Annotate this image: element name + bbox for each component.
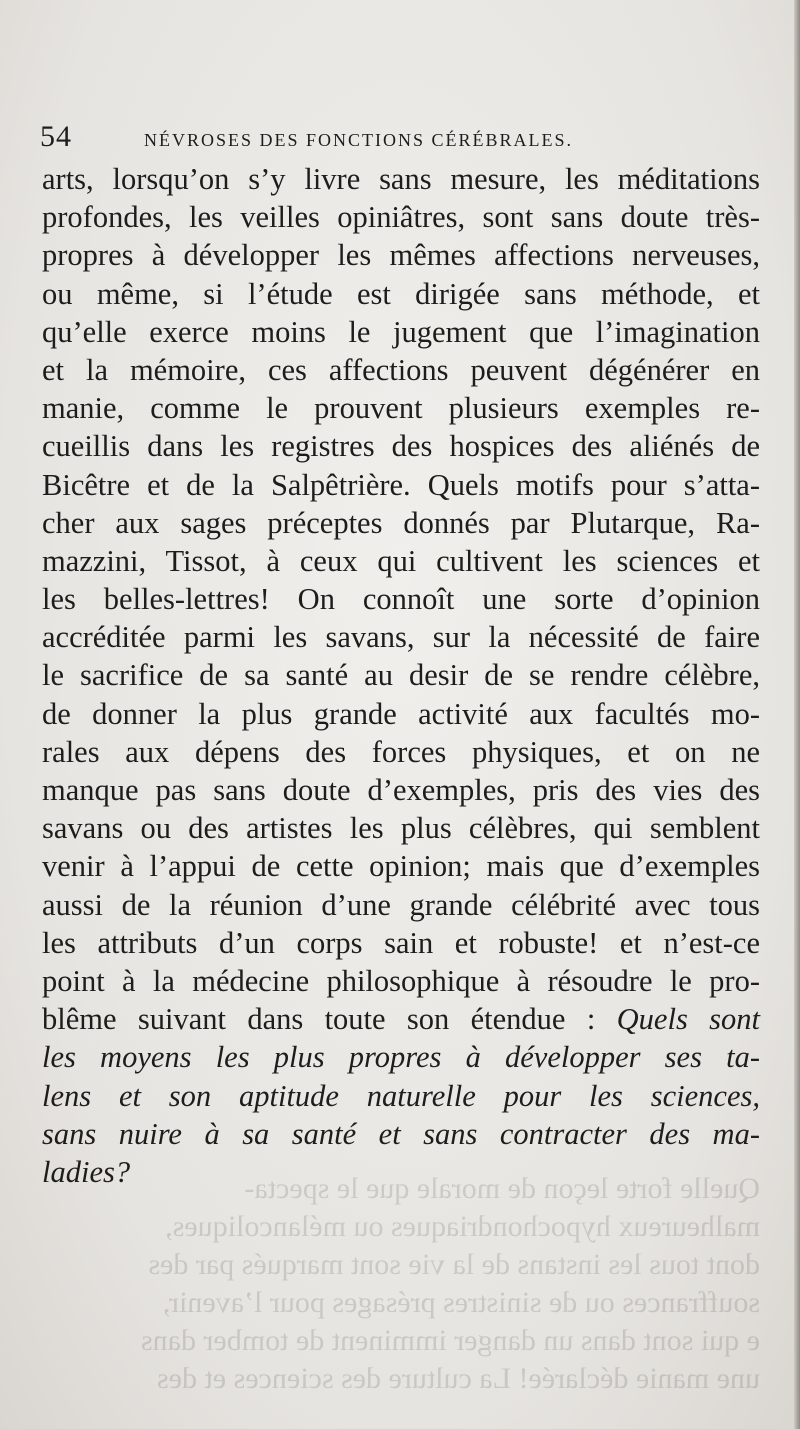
text-line: venir à l’appui de cette opinion; mais que d’exemples (42, 849, 760, 884)
text-line: les belles-lettres! On connoît une sorte d’opinion (42, 582, 760, 617)
mixed-text-line (42, 1000, 760, 1038)
page-header (40, 120, 760, 160)
show-through-line: souffrances ou de sinistres présages pour l’avenir, (162, 1286, 760, 1319)
text-line: qu’elle exerce moins le jugement que l’imagination (42, 314, 760, 349)
italic-text-line: ladies? (42, 1154, 131, 1189)
show-through-line: dont tous les instans de la vie sont marqués par des (148, 1248, 760, 1281)
italic-text-line: lens et son aptitude naturelle pour les sciences, (42, 1078, 760, 1113)
text-line: cher aux sages préceptes donnés par Plutarque, Ra- (42, 505, 760, 540)
text-line: le sacrifice de sa santé au desir de se rendre célèbre, (42, 658, 760, 693)
text-line: manque pas sans doute d’exemples, pris des vies des (42, 773, 760, 807)
text-line: accréditée parmi les savans, sur la nécessité de faire (42, 620, 760, 655)
show-through-line: une manie déclarée! La culture des sciences et des (156, 1362, 760, 1395)
body-text (42, 160, 760, 1191)
text-line: aussi de la réunion d’une grande célébrité avec tous (42, 887, 760, 922)
show-through-line: malheureux hypochondriaques ou mélancoliques, (165, 1210, 760, 1243)
text-line: arts, lorsqu’on s’y livre sans mesure, les méditations (42, 162, 760, 196)
text-line: Bicêtre et de la Salpêtrière. Quels motifs pour s’atta- (42, 467, 760, 502)
text-line: et la mémoire, ces affections peuvent dégénérer en (42, 352, 760, 387)
roman-segment: blême suivant dans toute son étendue : (42, 1002, 617, 1037)
text-line: manie, comme le prouvent plusieurs exemples re- (42, 391, 760, 426)
text-line: profondes, les veilles opiniâtres, sont sans doute très- (42, 200, 760, 235)
text-line: savans ou des artistes les plus célèbres, qui semblent (42, 811, 760, 846)
italic-text-line: les moyens les plus propres à développer ses ta- (42, 1040, 760, 1075)
italic-text-line: sans nuire à sa santé et sans contracter des ma- (42, 1116, 760, 1151)
text-line: mazzini, Tissot, à ceux qui cultivent les sciences et (42, 543, 760, 578)
show-through-text (40, 1170, 760, 1398)
italic-segment: Quels sont (616, 1002, 761, 1037)
text-line: propres à développer les mêmes affections nerveuses, (42, 238, 760, 273)
text-line: les attributs d’un corps sain et robuste! et n’est-ce (42, 925, 760, 960)
page-number: 54 (40, 120, 72, 153)
show-through-line: e qui sont dans un danger imminent de tomber dans (140, 1324, 760, 1357)
show-through-line: Quelle forte leçon de morale que le specta- (244, 1172, 760, 1205)
text-line: ou même, si l’étude est dirigée sans méthode, et (42, 276, 760, 311)
text-line: rales aux dépens des forces physiques, et on ne (42, 734, 760, 769)
text-line: cueillis dans les registres des hospices des aliénés de (42, 429, 760, 464)
running-head: NÉVROSES DES FONCTIONS CÉRÉBRALES. (144, 130, 574, 150)
text-line: point à la médecine philosophique à résoudre le pro- (42, 963, 760, 998)
text-line: de donner la plus grande activité aux facultés mo- (42, 696, 760, 731)
page-edge-shadow (794, 0, 800, 1429)
